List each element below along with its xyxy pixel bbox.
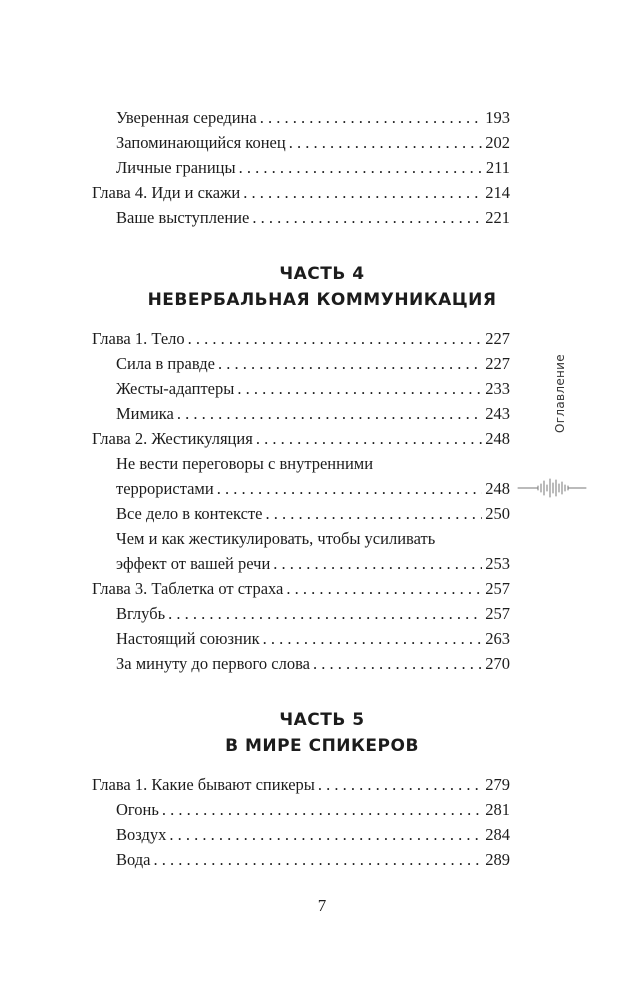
toc-chapter: Глава 3. Таблетка от страха . . . 257 xyxy=(92,577,510,601)
toc-entry: Сила в правде . . . 227 xyxy=(116,352,510,376)
part-title: В МИРЕ СПИКЕРОВ xyxy=(225,736,419,756)
toc-entry: Мимика . . . 243 xyxy=(116,402,510,426)
toc-entry: Огонь . . . 281 xyxy=(116,798,510,822)
toc-entry: эффект от вашей речи . . . 253 xyxy=(116,552,510,576)
toc-entry: Жесты-адаптеры . . . 233 xyxy=(116,377,510,401)
part-title: НЕВЕРБАЛЬНАЯ КОММУНИКАЦИЯ xyxy=(147,290,497,310)
toc-entry-line1: Чем и как жестикулировать, чтобы усиливать xyxy=(116,529,436,548)
toc-entry: Уверенная середина . . . 193 xyxy=(116,106,510,130)
side-running-header: Оглавление xyxy=(553,354,567,433)
toc-entry: Все дело в контексте . . . 250 xyxy=(116,502,510,526)
toc-chapter: Глава 4. Иди и скажи . . . 214 xyxy=(92,181,510,205)
toc-entry: Воздух . . . 284 xyxy=(116,823,510,847)
part-label: ЧАСТЬ 4 xyxy=(279,264,365,284)
toc-chapter: Глава 1. Какие бывают спикеры . . . 279 xyxy=(92,773,510,797)
page-number: 7 xyxy=(317,896,327,915)
toc-entry: Личные границы . . . 211 xyxy=(116,156,510,180)
toc-entry: Вглубь . . . 257 xyxy=(116,602,510,626)
toc-entry: Настоящий союзник . . . 263 xyxy=(116,627,510,651)
toc-entry: террористами . . . 248 xyxy=(116,477,510,501)
soundwave-icon xyxy=(516,476,588,500)
toc-chapter: Глава 2. Жестикуляция . . . 248 xyxy=(92,427,510,451)
part-label: ЧАСТЬ 5 xyxy=(279,710,365,730)
toc-entry: За минуту до первого слова . . . 270 xyxy=(116,652,510,676)
toc-chapter: Глава 1. Тело . . . 227 xyxy=(92,327,510,351)
toc-entry: Ваше выступление . . . 221 xyxy=(116,206,510,230)
toc-entry: Запоминающийся конец . . . 202 xyxy=(116,131,510,155)
toc-entry: Вода . . . 289 xyxy=(116,848,510,872)
toc-entry-line1: Не вести переговоры с внутренними xyxy=(116,454,374,473)
